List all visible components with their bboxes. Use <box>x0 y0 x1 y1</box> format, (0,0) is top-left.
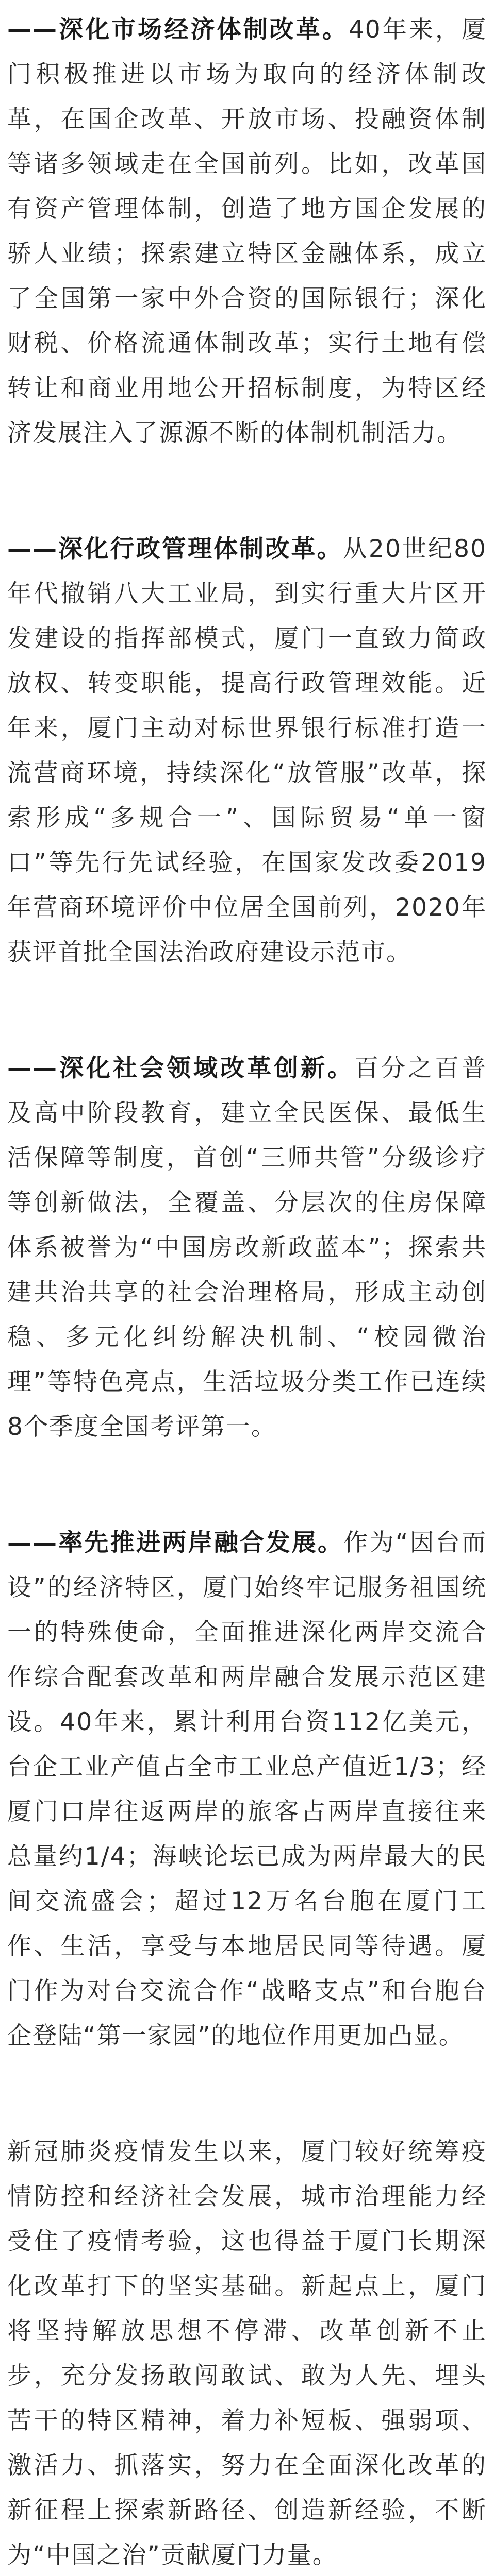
paragraph-market-economy-reform <box>7 7 487 455</box>
paragraph-text: 40年来，厦门积极推进以市场为取向的经济体制改革，在国企改革、开放市场、投融资体制等诸多领域走在全国前列。比如，改革国有资产管理体制，创造了地方国企发展的骄人业绩；探索建立特区金融体系，成立了全国第一家中外合资的国际银行；深化财税、价格流通体制改革；实行土地有偿转让和商业用地公开招标制度，为特区经济发展注入了源源不断的体制机制活力。 <box>7 15 487 447</box>
paragraph-conclusion <box>7 2129 487 2576</box>
paragraph-text: 新冠肺炎疫情发生以来，厦门较好统筹疫情防控和经济社会发展，城市治理能力经受住了疫情考验，这也得益于厦门长期深化改革打下的坚实基础。新起点上，厦门将坚持解放思想不停滞、改革创新不止步，充分发扬敢闯敢试、敢为人先、埋头苦干的特区精神，着力补短板、强弱项、激活力、抓落实，努力在全面深化改革的新征程上探索新路径、创造新经验，不断为“中国之治”贡献厦门力量。 <box>7 2138 487 2569</box>
paragraph-administrative-reform <box>7 527 487 975</box>
paragraph-cross-strait-integration <box>7 1520 487 2058</box>
paragraph-lead: ——深化社会领域改革创新。 <box>7 1054 354 1082</box>
paragraph-text: 从20世纪80年代撤销八大工业局，到实行重大片区开发建设的指挥部模式，厦门一直致力简政放权、转变职能，提高行政管理效能。近年来，厦门主动对标世界银行标准打造一流营商环境，持续深化“放管服”改革，探索形成“多规合一”、国际贸易“单一窗口”等先行先试经验，在国家发改委2019年营商环境评价中位居全国前列，2020年获评首批全国法治政府建设示范市。 <box>7 535 487 967</box>
paragraph-social-reform <box>7 1046 487 1449</box>
paragraph-lead: ——深化行政管理体制改革。 <box>7 535 343 563</box>
paragraph-text: 作为“因台而设”的经济特区，厦门始终牢记服务祖国统一的特殊使命，全面推进深化两岸交流合作综合配套改革和两岸融合发展示范区建设。40年来，累计利用台资112亿美元，台企工业产值占全市工业总产值近1/3；经厦门口岸往返两岸的旅客占两岸直接往来总量约1/4；海峡论坛已成为两岸最大的民间交流盛会；超过12万名台胞在厦门工作、生活，享受与本地居民同等待遇。厦门作为对台交流合作“战略支点”和台胞台企登陆“第一家园”的地位作用更加凸显。 <box>7 1529 487 2050</box>
paragraph-text: 百分之百普及高中阶段教育，建立全民医保、最低生活保障等制度，首创“三师共管”分级诊疗等创新做法，全覆盖、分层次的住房保障体系被誉为“中国房改新政蓝本”；探索共建共治共享的社会治理格局，形成主动创稳、多元化纠纷解决机制、“校园微治理”等特色亮点，生活垃圾分类工作已连续8个季度全国考评第一。 <box>7 1054 487 1441</box>
paragraph-lead: ——深化市场经济体制改革。 <box>7 15 349 44</box>
paragraph-lead: ——率先推进两岸融合发展。 <box>7 1529 344 1557</box>
